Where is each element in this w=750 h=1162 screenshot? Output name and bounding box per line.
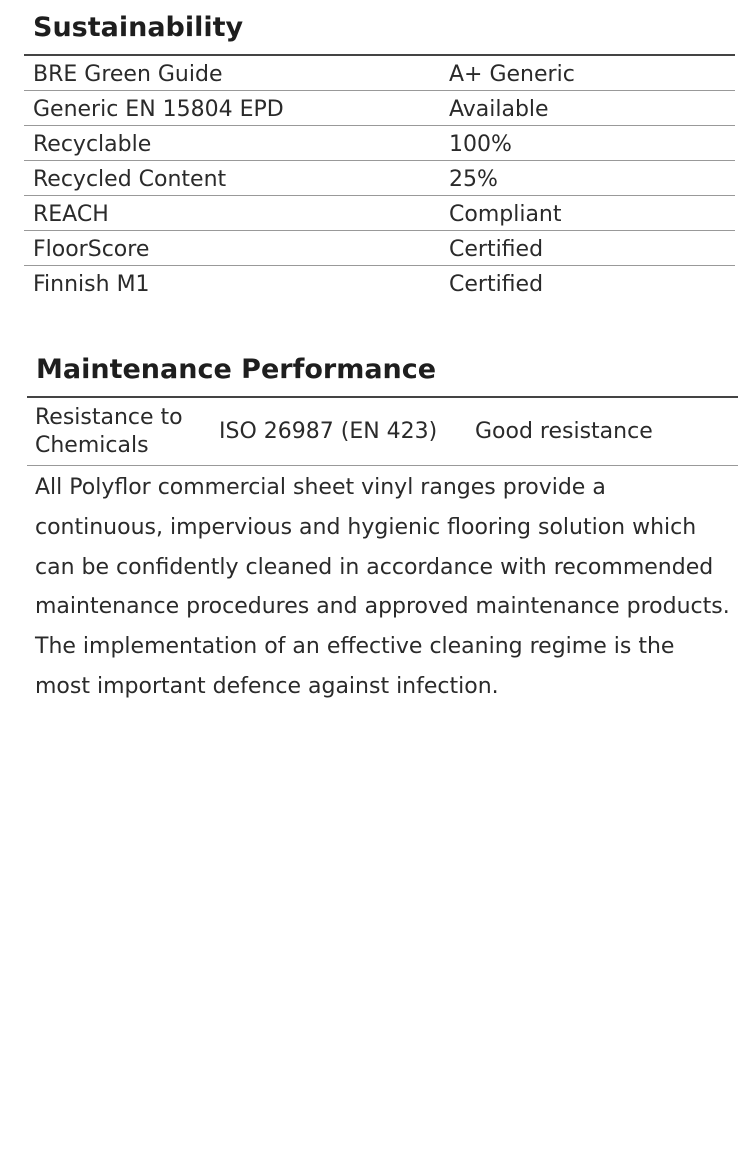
row-value: Certified [449,237,544,262]
table-row [24,126,735,161]
table-row [24,231,735,266]
table-row [24,91,735,126]
row-label: FloorScore [33,237,150,262]
result-cell: Good resistance [475,418,653,444]
standard-cell: ISO 26987 (EN 423) [219,418,438,444]
row-value: Available [449,97,549,122]
row-label: REACH [33,202,109,227]
row-label: BRE Green Guide [33,62,223,87]
row-label: Recycled Content [33,167,227,192]
sustainability-heading: Sustainability [33,12,244,43]
row-label: Finnish M1 [33,272,150,297]
maintenance-table [27,396,738,466]
maintenance-heading: Maintenance Performance [36,354,437,385]
table-row [24,56,735,91]
row-value: A+ Generic [449,62,575,87]
table-row [24,161,735,196]
table-row [24,266,735,300]
row-value: 25% [449,167,498,192]
row-label: Generic EN 15804 EPD [33,97,284,122]
table-row [27,398,738,465]
row-label: Recyclable [33,132,152,157]
row-value: Certified [449,272,544,297]
row-value: Compliant [449,202,562,227]
row-value: 100% [449,132,512,157]
property-cell: Resistance to Chemicals [35,404,183,458]
sustainability-table [24,54,735,300]
table-row [24,196,735,231]
maintenance-description: All Polyflor commercial sheet vinyl ranges provide a continuous, impervious and hygienic flooring solution which can be confidently cleaned in accordance with recommended maintenance procedures and approved maintenance products. The implementation of an effective cleaning regime is the most important defence against infection. [35,475,730,699]
